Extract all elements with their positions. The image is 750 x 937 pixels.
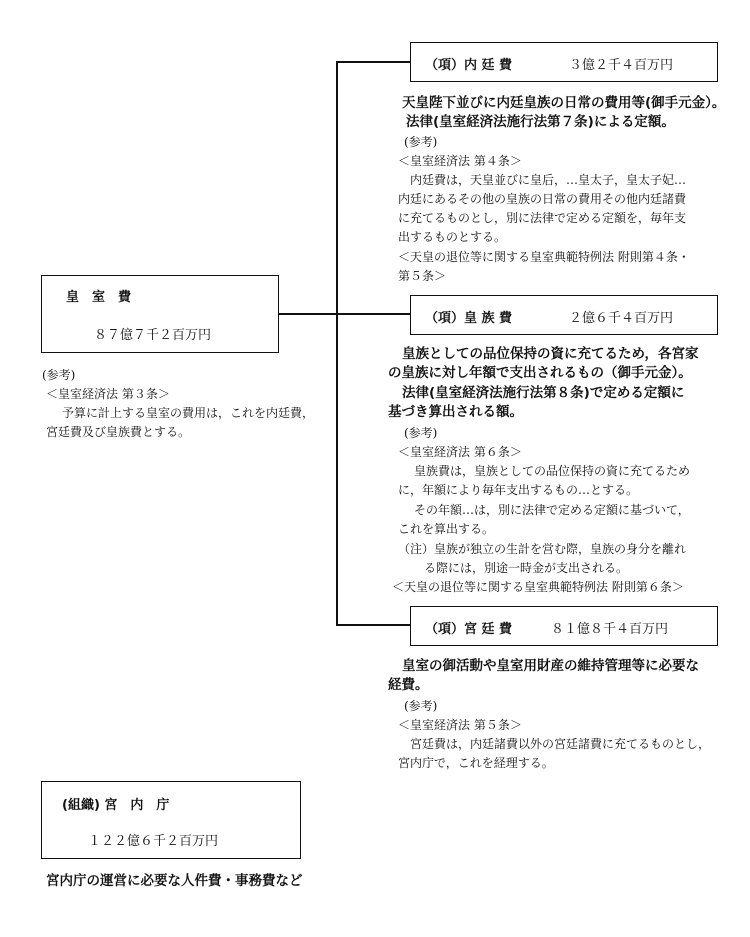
naitei-title: （項）内 廷 費 — [425, 58, 513, 73]
kouzoku-box — [410, 295, 718, 335]
kouzoku-text-2: に，年額により毎年支出するもの…とする。 — [398, 483, 639, 497]
kouzoku-law-2: ＜天皇の退位等に関する皇室典範特例法 附則第６条＞ — [392, 580, 684, 594]
naitei-ref-label: (参考) — [404, 135, 438, 149]
naitei-text-2: 内廷にあるその他の皇族の日常の費用その他内廷諸費 — [398, 192, 687, 206]
kouzoku-note-2: る際には，別途一時金が支出される。 — [424, 561, 629, 575]
naitei-law: ＜皇室経済法 第４条＞ — [398, 154, 522, 168]
connector-kyutei — [336, 624, 410, 626]
kunaicho-box — [41, 781, 301, 859]
kyutei-box — [410, 606, 718, 646]
kouzoku-desc-3: 法律(皇室経済法施行法第８条)で定める定額に — [402, 385, 685, 401]
kouzoku-desc-2: の皇族に対し年額で支出されるもの（御手元金）。 — [388, 365, 692, 381]
kouzoku-note-1: （注）皇族が独立の生計を営む際，皇族の身分を離れ — [398, 542, 687, 556]
kouzoku-amount: ２億６千４百万円 — [569, 311, 674, 326]
kyutei-law: ＜皇室経済法 第５条＞ — [398, 718, 522, 732]
kunaicho-title: (組織) 宮 内 庁 — [62, 798, 170, 813]
kyutei-ref-label: (参考) — [404, 699, 438, 713]
kyutei-text-2: 宮内庁で，これを経理する。 — [398, 756, 554, 770]
koushitsu-law: ＜皇室経済法 第３条＞ — [46, 387, 170, 401]
koushitsu-text-2: 宮廷費及び皇族費とする。 — [46, 425, 191, 439]
connector-koushitsu — [278, 313, 410, 315]
connector-trunk — [336, 61, 338, 625]
naitei-box — [410, 42, 718, 82]
koushitsu-amount: ８７億７千２百万円 — [94, 328, 212, 343]
kouzoku-desc-1: 皇族としての品位保持の資に充てるため，各宮家 — [402, 346, 699, 362]
koushitsu-box — [41, 275, 279, 353]
kouzoku-desc-4: 基づき算出される額。 — [388, 404, 523, 420]
connector-naitei — [336, 61, 410, 63]
kyutei-desc-2: 経費。 — [388, 677, 429, 693]
kouzoku-text-1: 皇族費は，皇族としての品位保持の資に充てるため — [414, 464, 691, 478]
naitei-desc-1: 天皇陛下並びに内廷皇族の日常の費用等(御手元金）。 — [402, 95, 726, 111]
naitei-law-2a: ＜天皇の退位等に関する皇室典範特例法 附則第４条・ — [398, 250, 690, 264]
naitei-text-3: に充てるものとし，別に法律で定める定額を，毎年支 — [398, 211, 687, 225]
kouzoku-title: （項）皇 族 費 — [425, 311, 513, 326]
kunaicho-amount: １２２億６千２百万円 — [88, 834, 219, 849]
koushitsu-title: 皇 室 費 — [66, 290, 132, 305]
kyutei-title: （項）宮 廷 費 — [425, 622, 513, 637]
kyutei-desc-1: 皇室の御活動や皇室用財産の維持管理等に必要な — [402, 658, 699, 674]
kouzoku-law: ＜皇室経済法 第６条＞ — [398, 445, 522, 459]
naitei-text-4: 出するものとする。 — [398, 230, 507, 244]
kouzoku-text-4: これを算出する。 — [398, 522, 495, 536]
kunaicho-desc: 宮内庁の運営に必要な人件費・事務費など — [46, 873, 303, 889]
naitei-desc-2: 法律(皇室経済法施行法第７条)による定額。 — [406, 114, 675, 130]
koushitsu-ref-label: (参考) — [42, 368, 76, 382]
kouzoku-text-3: その年額…は，別に法律で定める定額に基づいて， — [414, 503, 690, 517]
kouzoku-ref-label: (参考) — [404, 426, 438, 440]
kyutei-text-1: 宮廷費は，内廷諸費以外の宮廷諸費に充てるものとし， — [410, 737, 711, 751]
naitei-text-1: 内廷費は，天皇並びに皇后，…皇太子，皇太子妃… — [410, 173, 687, 187]
naitei-amount: ３億２千４百万円 — [569, 58, 674, 73]
naitei-law-2b: 第５条＞ — [398, 269, 447, 283]
kyutei-amount: ８１億８千４百万円 — [551, 622, 669, 637]
koushitsu-text-1: 予算に計上する皇室の費用は，これを内廷費， — [62, 406, 315, 420]
